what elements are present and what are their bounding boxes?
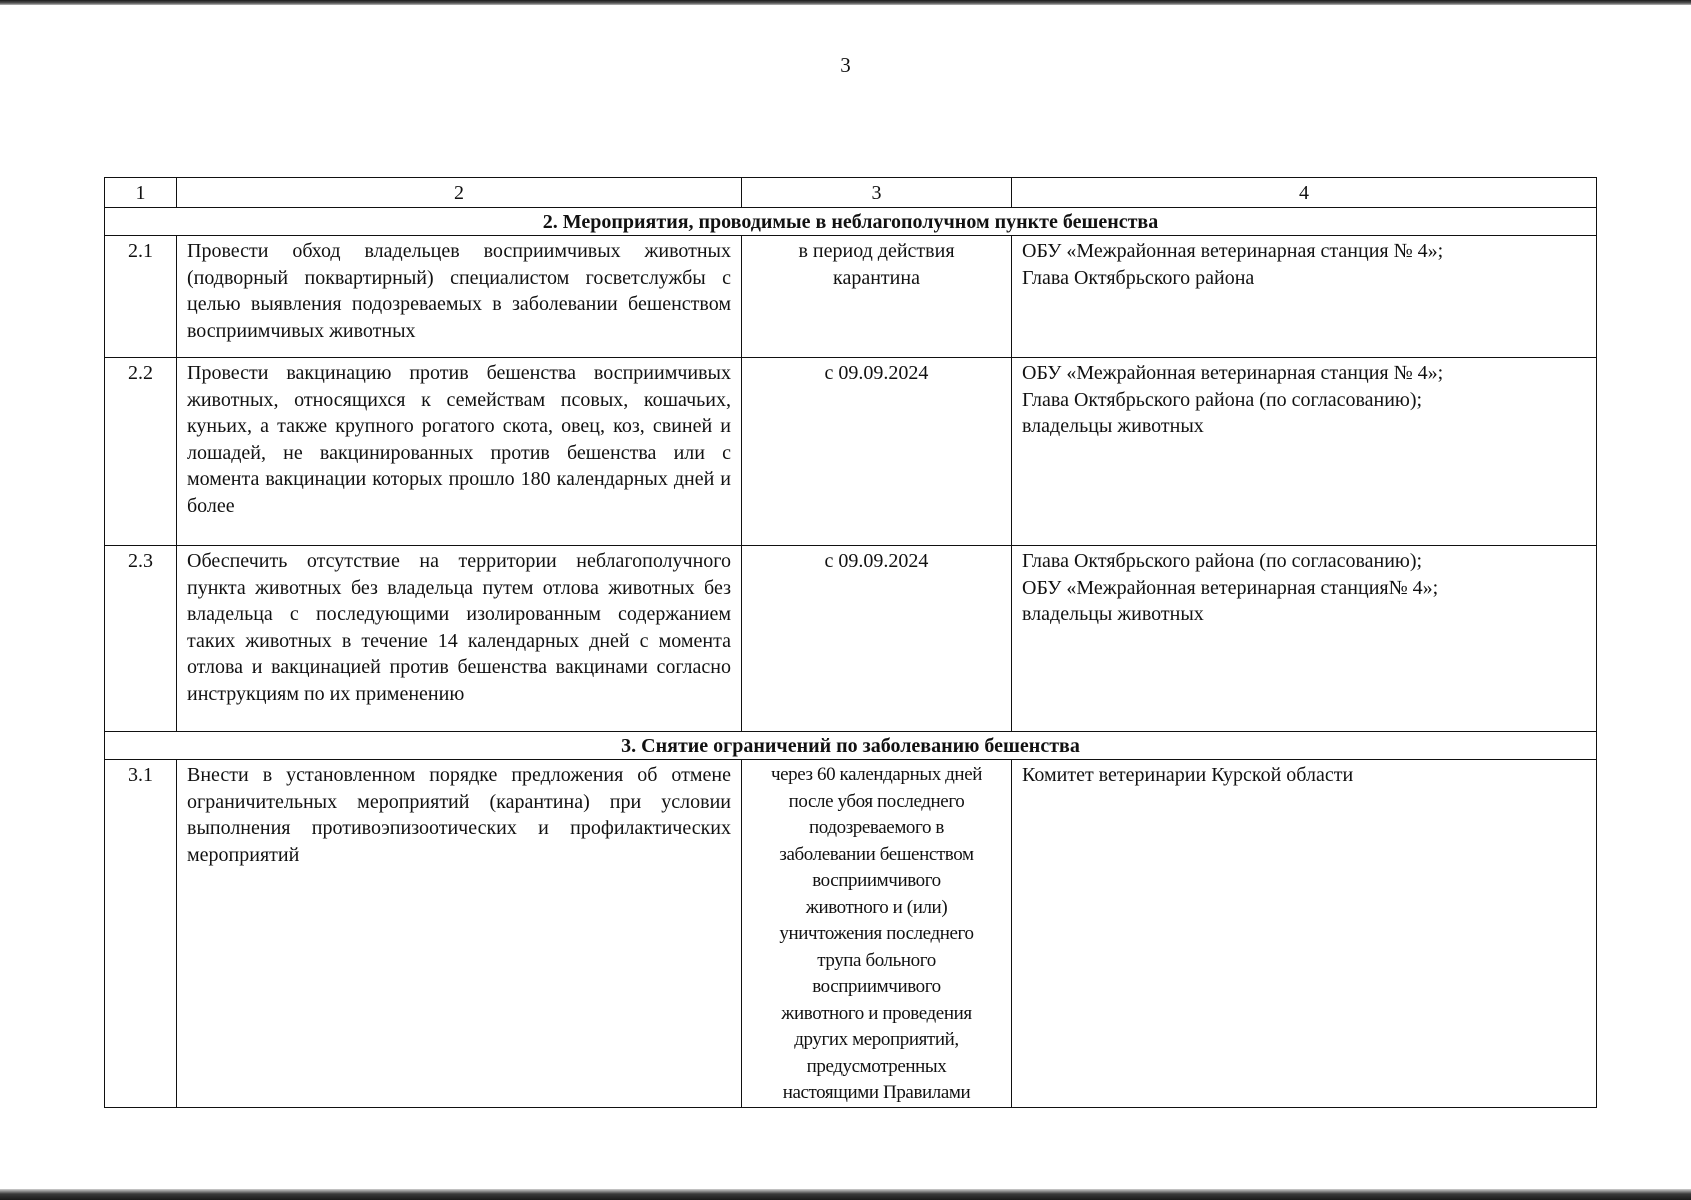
term-line: с 09.09.2024	[824, 550, 929, 572]
responsible-cell	[1012, 236, 1597, 358]
term-cell	[742, 358, 1012, 546]
table-row	[105, 236, 1597, 358]
term-cell	[742, 236, 1012, 358]
column-number-1: 1	[105, 178, 177, 208]
responsible-cell	[1012, 760, 1597, 1108]
column-number-3: 3	[742, 178, 1012, 208]
action-text: Провести обход владельцев восприимчивых животных (подворный поквартирный) специалистом госветслужбы с целью выявления подозреваемых в заболевании бешенством восприимчивых животных	[177, 236, 742, 358]
column-number-row	[105, 178, 1597, 208]
table-row	[105, 358, 1597, 546]
responsible-cell	[1012, 358, 1597, 546]
term-line: восприимчивого	[812, 976, 941, 997]
term-line: через 60 календарных дней	[770, 764, 982, 785]
term-line: после убоя последнего	[788, 790, 965, 812]
scan-border-bottom	[0, 1189, 1691, 1200]
column-number-4: 4	[1012, 178, 1597, 208]
row-number: 2.1	[105, 236, 177, 358]
column-number-2: 2	[177, 178, 742, 208]
term-line: подозреваемого в	[809, 817, 944, 838]
responsible-cell	[1012, 546, 1597, 732]
responsible-line: Глава Октябрьского района (по согласованию);	[1022, 388, 1423, 411]
section-2-title: 2. Мероприятия, проводимые в неблагополучном пункте бешенства	[105, 208, 1597, 236]
term-line: карантина	[833, 266, 920, 289]
section-3-title: 3. Снятие ограничений по заболеванию бешенства	[105, 732, 1597, 760]
action-text: Внести в установленном порядке предложения об отмене ограничительных мероприятий (карантина) при условии выполнения противоэпизоотических и профилактических мероприятий	[177, 760, 742, 1108]
term-line: заболевании бешенством	[779, 843, 974, 865]
term-line: уничтожения последнего	[779, 923, 974, 944]
term-line: предусмотренных	[806, 1055, 947, 1077]
term-line: восприимчивого	[812, 870, 941, 891]
term-line: животного и проведения	[781, 1002, 972, 1024]
table-row	[105, 760, 1597, 1108]
section-heading-row	[105, 732, 1597, 760]
responsible-line: владельцы животных	[1022, 415, 1204, 437]
responsible-line: Глава Октябрьского района (по согласованию);	[1022, 550, 1423, 572]
responsible-line: ОБУ «Межрайонная ветеринарная станция № 4»;	[1022, 240, 1444, 262]
term-cell	[742, 546, 1012, 732]
row-number: 3.1	[105, 760, 177, 1108]
page-number: 3	[840, 53, 851, 77]
responsible-line: Комитет ветеринарии Курской области	[1022, 764, 1354, 786]
term-line: животного и (или)	[805, 896, 948, 918]
term-line: с 09.09.2024	[824, 362, 929, 384]
term-line: в период действия	[798, 240, 955, 262]
responsible-line: Глава Октябрьского района	[1022, 266, 1255, 289]
row-number: 2.3	[105, 546, 177, 732]
responsible-line: ОБУ «Межрайонная ветеринарная станция № 4»;	[1022, 362, 1444, 384]
measures-table	[104, 177, 1597, 1108]
responsible-line: ОБУ «Межрайонная ветеринарная станция№ 4»;	[1022, 576, 1439, 599]
row-number: 2.2	[105, 358, 177, 546]
term-line: настоящими Правилами	[782, 1082, 971, 1103]
scan-border-top	[0, 0, 1691, 5]
section-heading-row	[105, 208, 1597, 236]
action-text: Обеспечить отсутствие на территории неблагополучного пункта животных без владельца путем отлова животных без владельца с последующими изолированным содержанием таких животных в течение 14 календарных дней с момента отлова и вакцинацией против бешенства вакцинами согласно инструкциям по их применению	[177, 546, 742, 732]
term-line: трупа больного	[817, 949, 936, 971]
responsible-line: владельцы животных	[1022, 603, 1204, 625]
action-text: Провести вакцинацию против бешенства восприимчивых животных, относящихся к семействам псовых, кошачьих, куньих, а также крупного рогатого скота, овец, коз, свиней и лошадей, не вакцинированных против бешенства или с момента вакцинации которых прошло 180 календарных дней и более	[177, 358, 742, 546]
term-cell	[742, 760, 1012, 1108]
term-line: других мероприятий,	[794, 1029, 959, 1050]
table-row	[105, 546, 1597, 732]
